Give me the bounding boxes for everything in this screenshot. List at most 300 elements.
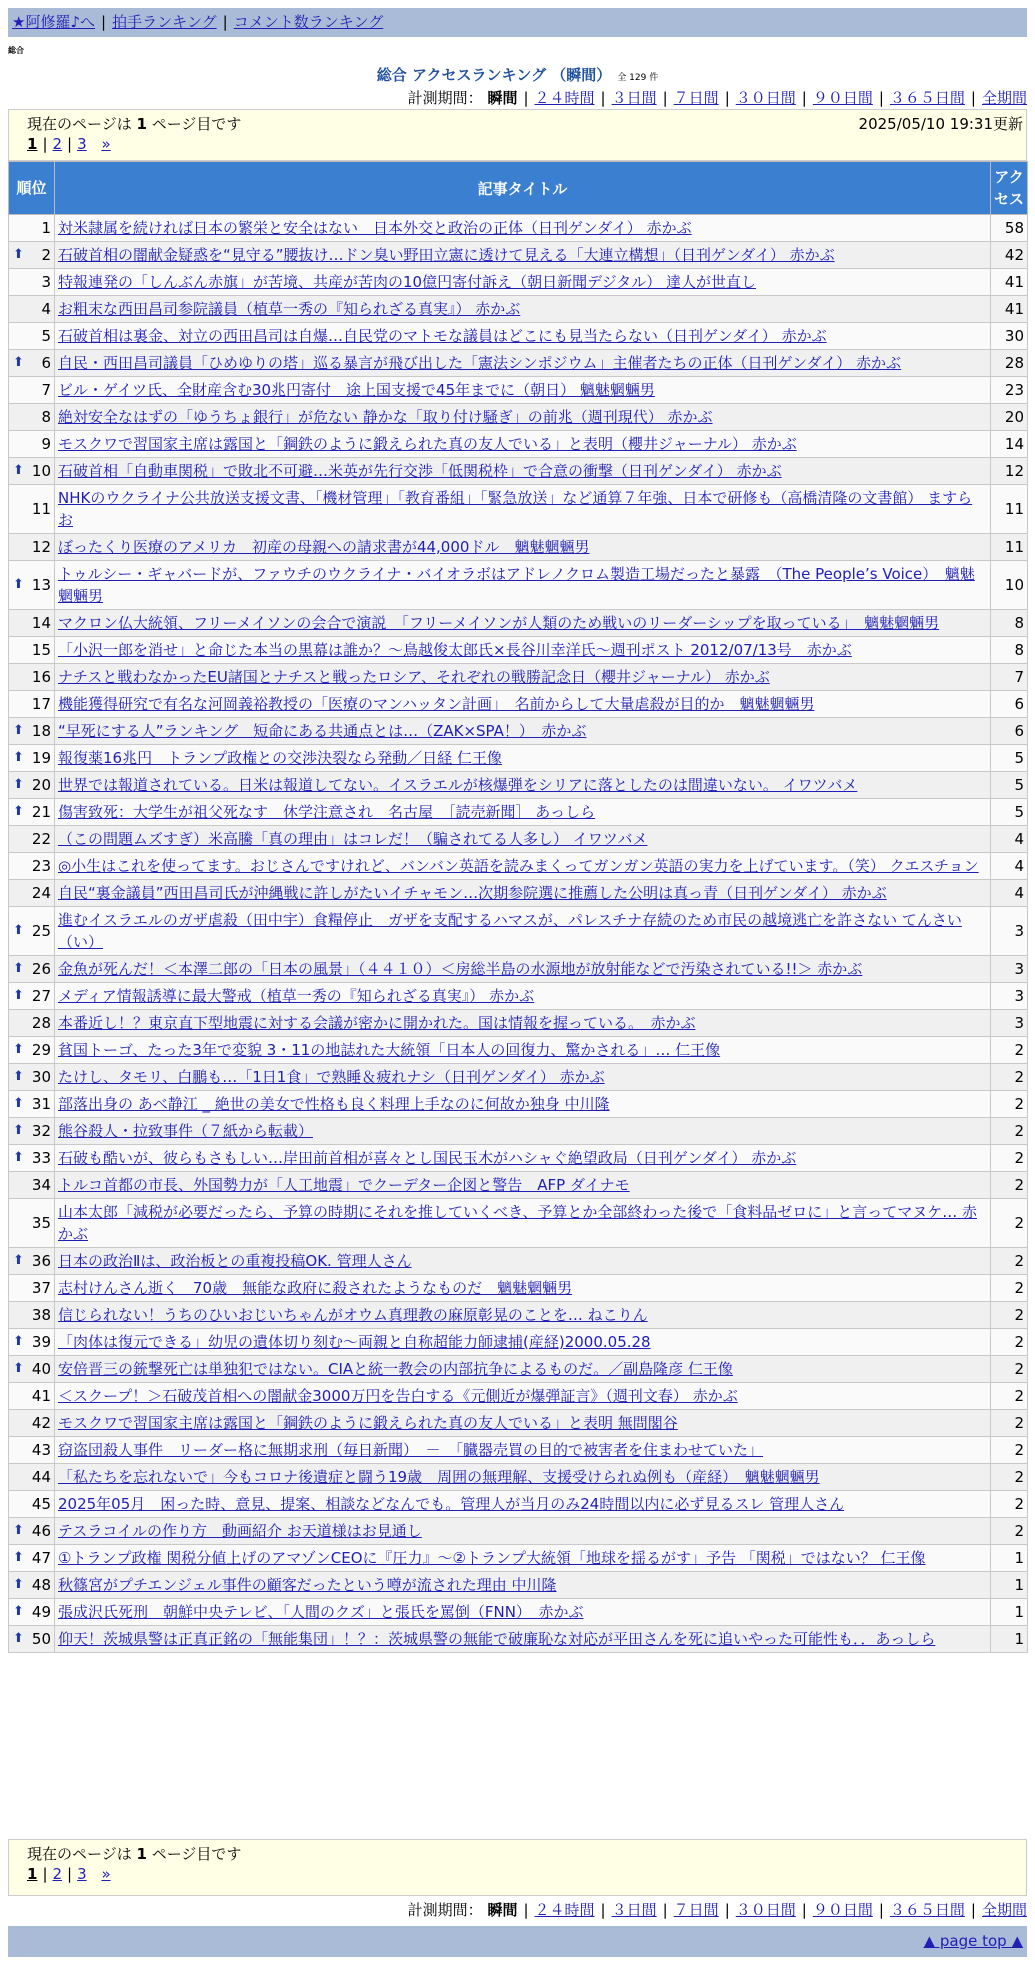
title-cell (55, 377, 991, 404)
title-cell (55, 1118, 991, 1145)
rank-cell (9, 242, 55, 269)
article-title-link[interactable]: ビル・ゲイツ氏、全財産含む30兆円寄付 途上国支援で45年までに（朝日） 魑魅魍魎男 (58, 381, 655, 399)
title-cell (55, 269, 991, 296)
rank-cell (9, 561, 55, 610)
table-row (9, 1572, 1028, 1599)
title-cell (55, 826, 991, 853)
rank-up-arrow-icon: ⬆ (13, 1631, 24, 1646)
rank-number: 34 (31, 1176, 51, 1194)
rank-number: 6 (41, 354, 51, 372)
period-link-all[interactable]: 全期間 (981, 1901, 1027, 1919)
rank-number: 29 (31, 1041, 51, 1059)
title-cell (55, 534, 991, 561)
article-title-link[interactable]: 安倍晋三の銃撃死亡は単独犯ではない。CIAと統一教会の内部抗争によるものだ。／副島隆彦 仁王像 (58, 1360, 733, 1378)
page-link-3[interactable]: 3 (77, 135, 87, 153)
rank-number: 37 (31, 1279, 51, 1297)
access-count: 58 (991, 215, 1028, 242)
page-link-1[interactable]: 1 (27, 135, 38, 153)
table-row (9, 1145, 1028, 1172)
article-title-link[interactable]: ＜スクープ！＞石破茂首相への闇献金3000万円を告白する《元側近が爆弾証言》（週刊文春） 赤かぶ (58, 1387, 738, 1405)
article-title-link[interactable]: 報復薬16兆円 トランプ政権との交渉決裂なら発動／日経 仁王像 (58, 749, 502, 767)
period-link-30d[interactable]: ３０日間 (735, 89, 796, 107)
access-count: 10 (991, 561, 1028, 610)
article-title-link[interactable]: “早死にする人”ランキング 短命にある共通点とは…（ZAK×SPA！） 赤かぶ (58, 722, 587, 740)
header-access: アクセス (991, 162, 1028, 215)
title-cell (55, 561, 991, 610)
total-count: 全 129 件 (617, 73, 659, 83)
article-title-link[interactable]: 仰天！茨城県警は正真正銘の「無能集団」！？：茨城県警の無能で破廉恥な対応が平田さんを死に追いやった可能性も．．あっしら (58, 1630, 936, 1648)
rank-cell (9, 772, 55, 799)
access-count: 6 (991, 718, 1028, 745)
table-row (9, 907, 1028, 956)
access-count: 2 (991, 1037, 1028, 1064)
title-cell (55, 1064, 991, 1091)
rank-number: 7 (41, 381, 51, 399)
rank-cell (9, 1518, 55, 1545)
article-title-link[interactable]: ①トランプ政権 関税分値上げのアマゾンCEOに『圧力』～②トランプ大統領「地球を揺るがす」予告 「関税」ではない？ 仁王像 (58, 1549, 926, 1567)
table-row (9, 1199, 1028, 1248)
title-cell (55, 350, 991, 377)
access-count: 2 (991, 1118, 1028, 1145)
rank-number: 4 (41, 300, 51, 318)
access-count: 2 (991, 1199, 1028, 1248)
title-cell (55, 323, 991, 350)
access-count: 1 (991, 1626, 1028, 1653)
article-title-link[interactable]: 信じられない！うちのひいおじいちゃんがオウム真理教の麻原彰晃のことを… ねこりん (58, 1306, 648, 1324)
access-count: 2 (991, 1410, 1028, 1437)
article-title-link[interactable]: 「小沢一郎を消せ」と命じた本当の黒幕は誰か？～鳥越俊太郎氏×長谷川幸洋氏～週刊ポスト 2012/07/13号 赤かぶ (58, 641, 852, 659)
rank-cell (9, 799, 55, 826)
article-title-link[interactable]: お粗末な西田昌司参院議員（植草一秀の『知られざる真実』） 赤かぶ (58, 300, 521, 318)
period-link-3d[interactable]: ３日間 (611, 1901, 657, 1919)
period-link-7d[interactable]: ７日間 (673, 1901, 719, 1919)
article-title-link[interactable]: トルコ首都の市長、外国勢力が「人工地震」でクーデター企図と警告 AFP ダイナモ (58, 1176, 630, 1194)
access-count: 2 (991, 1302, 1028, 1329)
rank-up-arrow-icon: ⬆ (13, 988, 24, 1003)
title-cell (55, 956, 991, 983)
rank-cell (9, 215, 55, 242)
title-cell (55, 1599, 991, 1626)
article-title-link[interactable]: 部落出身の あべ静江 _ 絶世の美女で性格も良く料理上手なのに何故か独身 中川隆 (58, 1095, 610, 1113)
article-title-link[interactable]: 石破も酷いが、彼らもさもしい…岸田前首相が喜々とし国民玉木がハシャぐ絶望政局（日刊ゲンダイ） 赤かぶ (58, 1149, 797, 1167)
rank-up-arrow-icon: ⬆ (13, 723, 24, 738)
rank-cell (9, 404, 55, 431)
title-cell (55, 1329, 991, 1356)
table-row (9, 1545, 1028, 1572)
rank-number: 39 (31, 1333, 51, 1351)
article-title-link[interactable]: ぼったくり医療のアメリカ 初産の母親への請求書が44,000ドル 魑魅魍魎男 (58, 538, 590, 556)
table-row (9, 296, 1028, 323)
table-row (9, 1037, 1028, 1064)
access-count: 30 (991, 323, 1028, 350)
access-count: 14 (991, 431, 1028, 458)
nav-link-comment-ranking[interactable]: コメント数ランキング (233, 13, 384, 31)
article-title-link[interactable]: メディア情報誘導に最大警戒（植草一秀の『知られざる真実』） 赤かぶ (58, 987, 535, 1005)
title-cell (55, 242, 991, 269)
table-row (9, 1010, 1028, 1037)
article-title-link[interactable]: 絶対安全なはずの「ゆうちょ銀行」が危ない 静かな「取り付け騒ぎ」の前兆（週刊現代） 赤かぶ (58, 408, 713, 426)
rank-cell (9, 269, 55, 296)
table-header-row (9, 162, 1028, 215)
top-nav-bar (8, 8, 1027, 37)
title-cell (55, 1010, 991, 1037)
header-title: 記事タイトル (55, 162, 991, 215)
title-cell (55, 983, 991, 1010)
period-link-90d[interactable]: ９０日間 (812, 1901, 873, 1919)
access-count: 2 (991, 1437, 1028, 1464)
access-count: 5 (991, 772, 1028, 799)
access-count: 2 (991, 1464, 1028, 1491)
table-row (9, 1275, 1028, 1302)
table-row (9, 664, 1028, 691)
access-count: 42 (991, 242, 1028, 269)
title-cell (55, 637, 991, 664)
access-count: 1 (991, 1599, 1028, 1626)
article-title-link[interactable]: 本番近し！？東京直下型地震に対する会議が密かに開かれた。国は情報を握っている。 赤かぶ (58, 1014, 696, 1032)
rank-cell (9, 1118, 55, 1145)
title-cell (55, 1518, 991, 1545)
article-title-link[interactable]: 機能獲得研究で有名な河岡義裕教授の「医療のマンハッタン計画」 名前からして大量虐殺が目的か 魑魅魍魎男 (58, 695, 815, 713)
nav-separator: | (222, 13, 228, 31)
rank-up-arrow-icon: ⬆ (13, 1334, 24, 1349)
access-count: 23 (991, 377, 1028, 404)
rank-number: 18 (31, 722, 51, 740)
table-row (9, 1172, 1028, 1199)
access-count: 3 (991, 907, 1028, 956)
rank-up-arrow-icon: ⬆ (13, 750, 24, 765)
page-top-link[interactable]: ▲ page top ▲ (923, 1932, 1023, 1950)
period-current: 瞬間 (487, 1901, 518, 1919)
access-count: 8 (991, 610, 1028, 637)
article-title-link[interactable]: モスクワで習国家主席は露国と「鋼鉄のように鍛えられた真の友人でいる」と表明（櫻井ジャーナル） 赤かぶ (58, 435, 797, 453)
title-cell (55, 799, 991, 826)
access-count: 20 (991, 404, 1028, 431)
title-cell (55, 1091, 991, 1118)
article-title-link[interactable]: 窃盗団殺人事件 リーダー格に無期求刑（毎日新聞） － 「臓器売買の目的で被害者を住まわせていた」 (58, 1441, 764, 1459)
table-row (9, 1437, 1028, 1464)
rank-number: 45 (31, 1495, 51, 1513)
article-title-link[interactable]: 石破首相「自動車関税」で敗北不可避…米英が先行交渉「低関税枠」で合意の衝撃（日刊ゲンダイ） 赤かぶ (58, 462, 782, 480)
rank-number: 47 (31, 1549, 51, 1567)
rank-cell (9, 664, 55, 691)
access-count: 2 (991, 1091, 1028, 1118)
rank-cell (9, 691, 55, 718)
rank-up-arrow-icon: ⬆ (13, 1123, 24, 1138)
rank-up-arrow-icon: ⬆ (13, 463, 24, 478)
article-title-link[interactable]: 世界では報道されている。日米は報道してない。イスラエルが核爆弾をシリアに落としたのは間違いない。 イワツバメ (58, 776, 858, 794)
page-link-next[interactable]: » (101, 135, 111, 153)
access-count: 7 (991, 664, 1028, 691)
rank-cell (9, 1572, 55, 1599)
access-count: 2 (991, 1491, 1028, 1518)
table-row (9, 1383, 1028, 1410)
access-count: 4 (991, 880, 1028, 907)
rank-up-arrow-icon: ⬆ (13, 577, 24, 592)
title-cell (55, 431, 991, 458)
access-count: 2 (991, 1248, 1028, 1275)
title-cell (55, 1145, 991, 1172)
period-link-365d[interactable]: ３６５日間 (889, 89, 965, 107)
article-title-link[interactable]: ナチスと戦わなかったEU諸国とナチスと戦ったロシア、それぞれの戦勝記念日（櫻井ジャーナル） 赤かぶ (58, 668, 770, 686)
rank-number: 11 (31, 500, 51, 518)
rank-number: 28 (31, 1014, 51, 1032)
ranking-table-body (9, 215, 1028, 1653)
period-link-all[interactable]: 全期間 (981, 89, 1027, 107)
table-row (9, 745, 1028, 772)
article-title-link[interactable]: 自民・西田昌司議員「ひめゆりの塔」巡る暴言が飛び出した「憲法シンポジウム」主催者たちの正体（日刊ゲンダイ） 赤かぶ (58, 354, 902, 372)
rank-number: 15 (31, 641, 51, 659)
access-count: 2 (991, 1064, 1028, 1091)
table-row (9, 1064, 1028, 1091)
nav-link-clap-ranking[interactable]: 拍手ランキング (112, 13, 217, 31)
table-row (9, 1464, 1028, 1491)
ranking-table (8, 161, 1028, 1653)
title-cell (55, 745, 991, 772)
rank-cell (9, 1491, 55, 1518)
article-title-link[interactable]: ◎小生はこれを使ってます。おじさんですけれど、バンバン英語を読みまくってガンガン英語の実力を上げています。（笑） クエスチョン (58, 857, 979, 875)
rank-number: 36 (31, 1252, 51, 1270)
ranking-title: 総合 アクセスランキング （瞬間） (376, 66, 612, 84)
rank-cell (9, 323, 55, 350)
rank-number: 25 (31, 922, 51, 940)
table-row (9, 1248, 1028, 1275)
article-title-link[interactable]: 貧国トーゴ、たった3年で変貌 3・11の地誌れた大統領「日本人の回復力、驚かされる」… 仁王像 (58, 1041, 721, 1059)
page-info-top (8, 109, 1027, 161)
access-count: 1 (991, 1572, 1028, 1599)
access-count: 2 (991, 1172, 1028, 1199)
rank-number: 46 (31, 1522, 51, 1540)
rank-number: 35 (31, 1214, 51, 1232)
table-row (9, 458, 1028, 485)
rank-cell (9, 983, 55, 1010)
table-row (9, 610, 1028, 637)
rank-cell (9, 1545, 55, 1572)
table-row (9, 1599, 1028, 1626)
table-row (9, 637, 1028, 664)
rank-cell (9, 350, 55, 377)
rank-number: 50 (31, 1630, 51, 1648)
title-cell (55, 907, 991, 956)
title-cell (55, 215, 991, 242)
rank-cell (9, 377, 55, 404)
period-link-24h[interactable]: ２４時間 (534, 1901, 595, 1919)
article-title-link[interactable]: 熊谷殺人・拉致事件（７紙から転載） (58, 1122, 314, 1140)
title-cell (55, 691, 991, 718)
access-count: 4 (991, 826, 1028, 853)
title-cell (55, 1464, 991, 1491)
rank-up-arrow-icon: ⬆ (13, 247, 24, 262)
title-cell (55, 772, 991, 799)
rank-number: 8 (41, 408, 51, 426)
article-title-link[interactable]: 山本太郎「減税が必要だったら、予算の時期にそれを推していくべき、予算とか全部終わった後で「食料品ゼロに」と言ってマヌケ… 赤かぶ (58, 1203, 978, 1243)
rank-cell (9, 1356, 55, 1383)
access-count: 2 (991, 1275, 1028, 1302)
rank-number: 49 (31, 1603, 51, 1621)
rank-number: 21 (31, 803, 51, 821)
table-row (9, 485, 1028, 534)
article-title-link[interactable]: 特報連発の「しんぶん赤旗」が苦境、共産が苦肉の10億円寄付訴え（朝日新聞デジタル） 達人が世直し (58, 273, 756, 291)
period-link-7d[interactable]: ７日間 (673, 89, 719, 107)
article-title-link[interactable]: モスクワで習国家主席は露国と「鋼鉄のように鍛えられた真の友人でいる」と表明 無問閣谷 (58, 1414, 678, 1432)
title-cell (55, 1199, 991, 1248)
access-count: 41 (991, 296, 1028, 323)
nav-link-asyura[interactable]: ★阿修羅♪へ (12, 13, 96, 31)
table-row (9, 561, 1028, 610)
access-count: 3 (991, 956, 1028, 983)
access-count: 41 (991, 269, 1028, 296)
rank-cell (9, 1010, 55, 1037)
access-count: 28 (991, 350, 1028, 377)
title-cell (55, 1572, 991, 1599)
period-selector-bottom: 計測期間： 瞬間 | ２４時間 | ３日間 | ７日間 | ３０日間 | ９０日間 | ３６５日間 | 全期間 (407, 1901, 1027, 1919)
rank-cell (9, 1199, 55, 1248)
title-cell (55, 1356, 991, 1383)
access-count: 2 (991, 1145, 1028, 1172)
rank-number: 42 (31, 1414, 51, 1432)
page-info-bottom (8, 1839, 1027, 1896)
rank-up-arrow-icon: ⬆ (13, 1361, 24, 1376)
table-row (9, 215, 1028, 242)
title-cell (55, 1037, 991, 1064)
rank-cell (9, 1329, 55, 1356)
title-cell (55, 1626, 991, 1653)
access-count: 5 (991, 745, 1028, 772)
title-cell (55, 1275, 991, 1302)
rank-number: 14 (31, 614, 51, 632)
page-link-1[interactable]: 1 (27, 1865, 38, 1883)
rank-up-arrow-icon: ⬆ (13, 1096, 24, 1111)
article-title-link[interactable]: 自民“裏金議員”西田昌司氏が沖縄戦に許しがたいイチャモン…次期参院選に推薦した公明は真っ青（日刊ゲンダイ） 赤かぶ (58, 884, 887, 902)
title-cell (55, 718, 991, 745)
rank-number: 5 (41, 327, 51, 345)
table-row (9, 323, 1028, 350)
title-cell (55, 610, 991, 637)
table-row (9, 880, 1028, 907)
access-count: 1 (991, 1545, 1028, 1572)
article-title-link[interactable]: （この問題ムズすぎ）米高騰「真の理由」はコレだ！（騙されてる人多し） イワツバメ (58, 830, 648, 848)
table-row (9, 1626, 1028, 1653)
rank-cell (9, 1464, 55, 1491)
rank-number: 3 (41, 273, 51, 291)
rank-cell (9, 1275, 55, 1302)
article-title-link[interactable]: 2025年05月 困った時、意見、提案、相談などなんでも。管理人が当月のみ24時間以内に必ず見るスレ 管理人さん (58, 1495, 845, 1513)
rank-cell (9, 907, 55, 956)
title-cell (55, 1491, 991, 1518)
title-cell (55, 1410, 991, 1437)
access-count: 12 (991, 458, 1028, 485)
article-title-link[interactable]: 「肉体は復元できる」幼児の遺体切り刻む〜両親と自称超能力師逮捕(産経)2000.05.28 (58, 1333, 651, 1351)
page-link-next[interactable]: » (101, 1865, 111, 1883)
rank-up-arrow-icon: ⬆ (13, 1604, 24, 1619)
table-row (9, 956, 1028, 983)
rank-number: 26 (31, 960, 51, 978)
table-row (9, 1356, 1028, 1383)
rank-up-arrow-icon: ⬆ (13, 355, 24, 370)
period-link-365d[interactable]: ３６５日間 (889, 1901, 965, 1919)
rank-number: 1 (41, 219, 51, 237)
table-row (9, 404, 1028, 431)
access-count: 4 (991, 853, 1028, 880)
article-title-link[interactable]: マクロン仏大統領、フリーメイソンの会合で演説 「フリーメイソンが人類のため戦いのリーダーシップを取っている」 魑魅魍魎男 (58, 614, 940, 632)
article-title-link[interactable]: トゥルシー・ギャバードが、ファウチのウクライナ・バイオラボはアドレノクロム製造工場だったと暴露 （The People’s Voice） 魑魅魍魎男 (58, 565, 975, 605)
period-link-90d[interactable]: ９０日間 (812, 89, 873, 107)
period-link-24h[interactable]: ２４時間 (534, 89, 595, 107)
rank-up-arrow-icon: ⬆ (13, 1577, 24, 1592)
article-title-link[interactable]: 進むイスラエルのガザ虐殺（田中宇）食糧停止 ガザを支配するハマスが、パレスチナ存続のため市民の越境逃亡を許さない てんさい（い） (58, 911, 962, 951)
title-cell (55, 485, 991, 534)
period-label: 計測期間： (407, 89, 483, 107)
rank-up-arrow-icon: ⬆ (13, 1253, 24, 1268)
rank-up-arrow-icon: ⬆ (13, 1069, 24, 1084)
access-count: 6 (991, 691, 1028, 718)
title-cell (55, 1383, 991, 1410)
article-title-link[interactable]: 対米隷属を続ければ日本の繁栄と安全はない 日本外交と政治の正体（日刊ゲンダイ） 赤かぶ (58, 219, 692, 237)
article-title-link[interactable]: 日本の政治Ⅱは、政治板との重複投稿OK. 管理人さん (58, 1252, 412, 1270)
ranking-title-block (0, 64, 1035, 85)
article-title-link[interactable]: テスラコイルの作り方 動画紹介 お天道様はお見通し (58, 1522, 422, 1540)
rank-cell (9, 458, 55, 485)
article-title-link[interactable]: 石破首相は裏金、対立の西田昌司は自爆…自民党のマトモな議員はどこにも見当たらない（日刊ゲンダイ） 赤かぶ (58, 327, 827, 345)
title-cell (55, 1248, 991, 1275)
access-count: 2 (991, 1383, 1028, 1410)
page-link-2[interactable]: 2 (52, 1865, 63, 1883)
rank-cell (9, 1437, 55, 1464)
rank-number: 40 (31, 1360, 51, 1378)
article-title-link[interactable]: 「私たちを忘れないで」今もコロナ後遺症と闘う19歳 周囲の無理解、支援受けられぬ例も（産経） 魑魅魍魎男 (58, 1468, 820, 1486)
updated-timestamp: 2025/05/10 19:31更新 (858, 115, 1023, 133)
article-title-link[interactable]: 志村けんさん逝く 70歳 無能な政府に殺されたようなものだ 魑魅魍魎男 (58, 1279, 573, 1297)
pagination-bottom: 1 | 2 | 3 » (27, 1865, 111, 1883)
table-row (9, 853, 1028, 880)
rank-number: 17 (31, 695, 51, 713)
table-row (9, 799, 1028, 826)
page-link-2[interactable]: 2 (52, 135, 63, 153)
table-row (9, 1118, 1028, 1145)
rank-number: 48 (31, 1576, 51, 1594)
article-title-link[interactable]: 張成沢氏死刑 朝鮮中央テレビ、「人間のクズ」と張氏を罵倒（FNN） 赤かぶ (58, 1603, 584, 1621)
access-count: 2 (991, 1518, 1028, 1545)
access-count: 5 (991, 799, 1028, 826)
rank-cell (9, 718, 55, 745)
access-count: 11 (991, 485, 1028, 534)
page-link-3[interactable]: 3 (77, 1865, 87, 1883)
article-title-link[interactable]: 金魚が死んだ！＜本澤二郎の「日本の風景」（４４１０）＜房総半島の水源地が放射能などで汚染されている!!＞ 赤かぶ (58, 960, 863, 978)
rank-cell (9, 1091, 55, 1118)
title-cell (55, 880, 991, 907)
rank-number: 30 (31, 1068, 51, 1086)
table-row (9, 1329, 1028, 1356)
access-count: 3 (991, 983, 1028, 1010)
rank-number: 43 (31, 1441, 51, 1459)
article-title-link[interactable]: 石破首相の闇献金疑惑を“見守る”腰抜け…ドン臭い野田立憲に透けて見える「大連立構想」（日刊ゲンダイ） 赤かぶ (58, 246, 835, 264)
access-count: 2 (991, 1356, 1028, 1383)
access-count: 8 (991, 637, 1028, 664)
table-row (9, 826, 1028, 853)
table-row (9, 772, 1028, 799)
rank-number: 24 (31, 884, 51, 902)
period-link-3d[interactable]: ３日間 (611, 89, 657, 107)
rank-number: 13 (31, 576, 51, 594)
article-title-link[interactable]: 傷害致死：大学生が祖父死なす 休学注意され 名古屋 ［読売新聞］ あっしら (58, 803, 596, 821)
rank-cell (9, 956, 55, 983)
article-title-link[interactable]: NHKのウクライナ公共放送支援文書、「機材管理」「教育番組」「緊急放送」など通算７年強、日本で研修も（高橋清隆の文書館） ますらお (58, 489, 973, 529)
rank-cell (9, 1599, 55, 1626)
article-title-link[interactable]: 秋篠宮がプチエンジェル事件の顧客だったという噂が流された理由 中川隆 (58, 1576, 557, 1594)
period-selector-top: 計測期間： 瞬間 | ２４時間 | ３日間 | ７日間 | ３０日間 | ９０日間 | ３６５日間 | 全期間 (407, 89, 1027, 107)
article-title-link[interactable]: たけし、タモリ、白鵬も…「1日1食」で熟睡＆疲れナシ（日刊ゲンダイ） 赤かぶ (58, 1068, 605, 1086)
period-link-30d[interactable]: ３０日間 (735, 1901, 796, 1919)
title-cell (55, 296, 991, 323)
